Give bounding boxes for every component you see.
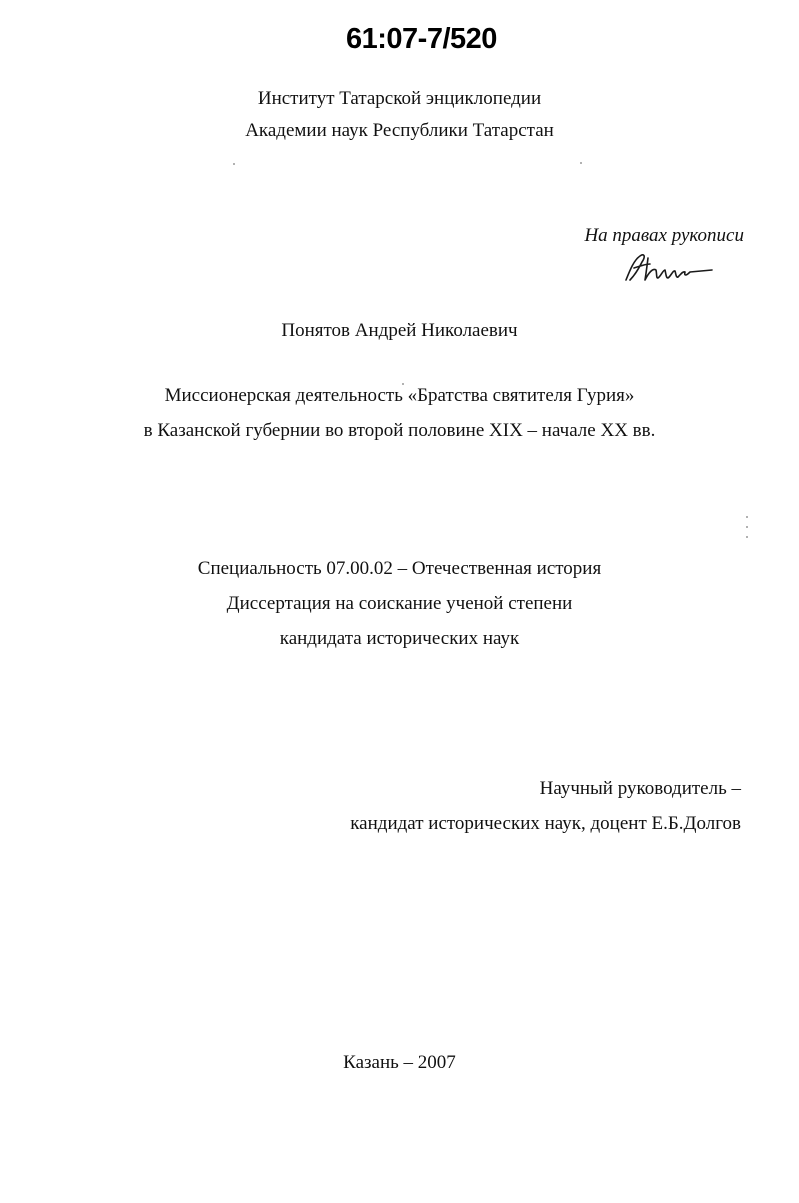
- institute-line-1: Институт Татарской энциклопедии: [257, 88, 542, 109]
- author-signature-icon: [620, 250, 715, 286]
- dissertation-title-line-2: в Казанской губернии во второй половине XIX – начале XX вв.: [143, 420, 656, 441]
- supervisor-name: кандидат исторических наук, доцент Е.Б.Долгов: [350, 813, 741, 834]
- scan-speck: [233, 163, 235, 165]
- author-name: Понятов Андрей Николаевич: [281, 320, 518, 341]
- dissertation-title-line-1: Миссионерская деятельность «Братства святителя Гурия»: [164, 385, 635, 406]
- scan-speck: [580, 162, 582, 164]
- archive-code-stamp: 61:07-7/520: [346, 23, 497, 55]
- degree-line-2: кандидата исторических наук: [279, 628, 520, 649]
- scan-speck: [746, 536, 748, 538]
- manuscript-rights-label: На правах рукописи: [584, 225, 744, 246]
- institute-line-2: Академии наук Республики Татарстан: [245, 120, 554, 141]
- scan-speck: [746, 516, 748, 518]
- degree-line-1: Диссертация на соискание ученой степени: [226, 593, 573, 614]
- place-and-year: Казань – 2007: [343, 1052, 456, 1073]
- scan-speck: [402, 383, 404, 385]
- scan-speck: [746, 526, 748, 528]
- specialty-line: Специальность 07.00.02 – Отечественная история: [197, 558, 602, 579]
- supervisor-label: Научный руководитель –: [539, 778, 741, 799]
